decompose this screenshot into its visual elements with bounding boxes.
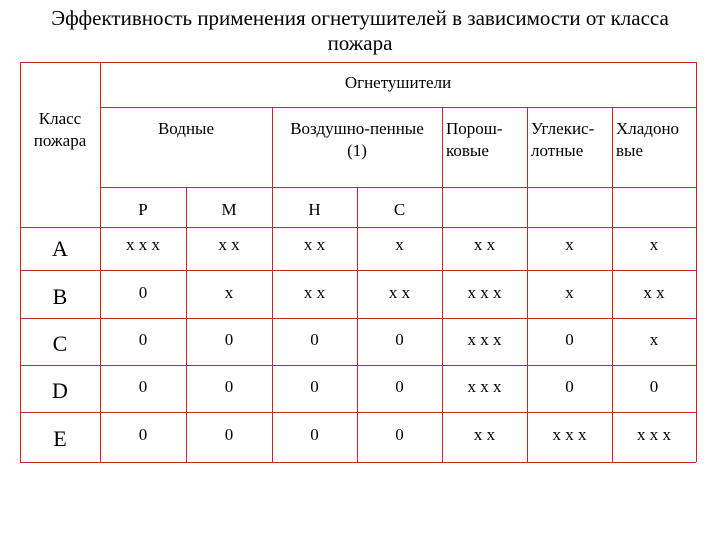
table-cell: x x x [637,425,671,444]
grid-line [20,270,696,271]
grid-line [696,62,697,462]
table-cell: x x [473,425,496,444]
table-cell: 0 [395,377,404,396]
table-cell: x x [473,235,496,254]
column-header-co2: Углекис- лотные [531,119,595,160]
class-label-b: B [52,284,68,309]
table-cell: x [565,235,574,254]
table-cell: 0 [224,377,234,396]
table-cell: 0 [649,377,659,396]
subheader-m: М [221,200,237,219]
row-header-class: Класс пожара [33,109,87,150]
column-header-halon: Хладоно вые [616,119,680,160]
title-line-2: пожара [327,31,393,55]
column-header-foam: Воздушно-пенные (1) [290,119,424,160]
grid-line [100,187,696,188]
table-cell: x x x [467,283,502,302]
table-cell: 0 [224,330,234,349]
grid-line [186,187,187,462]
grid-line [100,107,696,108]
class-label-d: D [52,378,68,403]
table-cell: 0 [138,377,148,396]
grid-line [20,318,696,319]
class-label-c: C [52,331,68,356]
class-label-e: E [53,426,67,451]
table-cell: x [224,283,234,302]
table-cell: x x x [467,377,502,396]
table-cell: x x [303,235,326,254]
table-cell: x x [643,283,665,302]
table-cell: 0 [310,425,319,444]
table-cell: 0 [310,330,319,349]
table-cell: x x [388,283,411,302]
grid-line [20,462,696,463]
table-cell: 0 [310,377,319,396]
table-cell: x x x [126,235,160,254]
table-cell: 0 [224,425,234,444]
table-cell: x x [303,283,326,302]
table-cell: x [395,235,404,254]
table-cell: x x x [552,425,587,444]
group-header: Огнетушители [344,73,452,92]
subheader-r: Р [138,200,148,219]
column-header-water: Водные [157,119,215,138]
title-line-1: Эффективность применения огнетушителей в зависимости от класса [51,6,669,30]
subheader-s: С [393,200,406,219]
table-cell: 0 [138,283,148,302]
class-label-a: A [52,236,68,261]
table-cell: x [649,235,659,254]
table-cell: 0 [395,330,404,349]
grid-line [20,412,696,413]
table-cell: 0 [565,330,574,349]
grid-line [20,62,696,63]
grid-line [357,187,358,462]
table-cell: 0 [565,377,574,396]
table-cell: x x [218,235,240,254]
table-cell: x [649,330,659,349]
column-header-powder: Порош- ковые [446,119,503,160]
table-cell: 0 [395,425,404,444]
table-cell: 0 [138,330,148,349]
table-cell: 0 [138,425,148,444]
grid-line [20,227,696,228]
grid-line [20,365,696,366]
subheader-n: Н [308,200,321,219]
table-cell: x [565,283,574,302]
table-cell: x x x [467,330,502,349]
